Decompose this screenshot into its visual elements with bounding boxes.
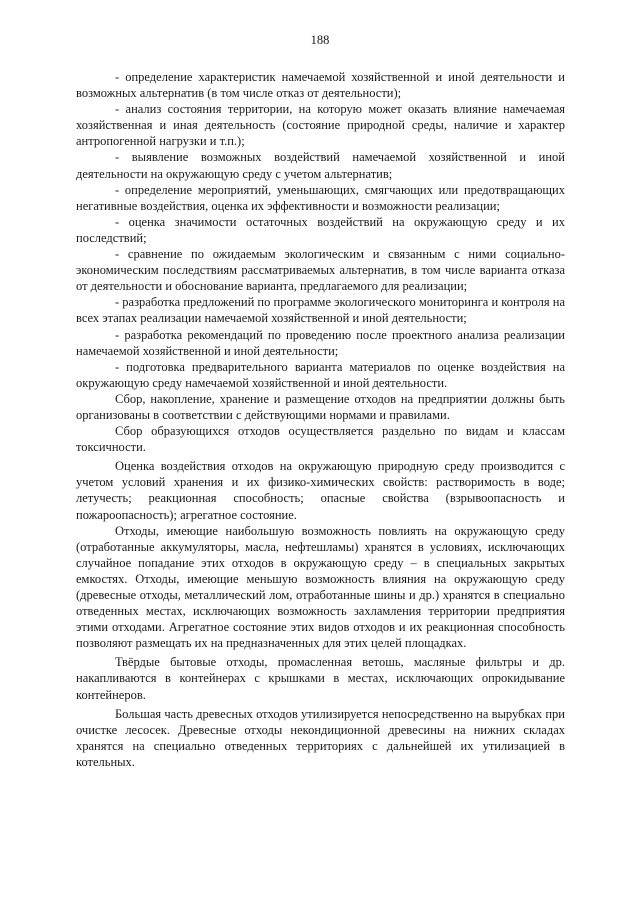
page-number: 188: [310, 33, 330, 47]
paragraph: - сравнение по ожидаемым экологическим и связанным с ними социально-экономическим последствиям рассматриваемых альтернатив, в том числе варианта отказа от деятельности и обоснование варианта, предлагаемого для реализации;: [76, 247, 565, 294]
paragraph: Большая часть древесных отходов утилизируется непосредственно на вырубках при очистке лесосек. Древесные отходы некондиционной древесины на нижних складах хранятся на специально отведенных территориях с дальнейшей их утилизацией в котельных.: [76, 706, 565, 769]
paragraph: - определение мероприятий, уменьшающих, смягчающих или предотвращающих негативные воздействия, оценка их эффективности и возможности реализации;: [76, 182, 565, 213]
paragraph: - оценка значимости остаточных воздействий на окружающую среду и их последствий;: [76, 214, 565, 245]
body-text: [76, 69, 565, 770]
paragraph: - выявление возможных воздействий намечаемой хозяйственной и иной деятельности на окружающую среду с учетом альтернатив;: [76, 150, 565, 181]
paragraph: Оценка воздействия отходов на окружающую природную среду производится с учетом условий хранения и их физико-химических свойств: растворимость в воде; летучесть; реакционная способность; опасные свойства (взрывоопасность и пожароопасность); агрегатное состояние.: [76, 459, 565, 522]
paragraph: Отходы, имеющие наибольшую возможность повлиять на окружающую среду (отработанные аккумуляторы, масла, нефтешламы) хранятся в условиях, исключающих случайное попадание этих отходов в окружающую среду – в специальных закрытых емкостях. Отходы, имеющие меньшую возможность влияния на окружающую среду (древесные отходы, металлический лом, отработанные шины и др.) хранятся в специально отведенных местах, исключающих возможность захламления территории предприятия этими отходами. Агрегатное состояние этих видов отходов и их реакционная способность позволяют размещать их на предназначенных для этих целей площадках.: [76, 523, 565, 651]
paragraph: - анализ состояния территории, на которую может оказать влияние намечаемая хозяйственная и иная деятельность (состояние природной среды, наличие и характер антропогенной нагрузки и т.п.);: [76, 102, 565, 149]
paragraph: - разработка рекомендаций по проведению после проектного анализа реализации намечаемой хозяйственной и иной деятельности;: [76, 327, 565, 358]
paragraph: Твёрдые бытовые отходы, промасленная ветошь, масляные фильтры и др. накапливаются в контейнерах с крышками в местах, исключающих опрокидывание контейнеров.: [76, 655, 565, 702]
paragraph: Сбор образующихся отходов осуществляется раздельно по видам и классам токсичности.: [76, 424, 565, 455]
paragraph: - подготовка предварительного варианта материалов по оценке воздействия на окружающую среду намечаемой хозяйственной и иной деятельности.: [76, 359, 565, 390]
paragraph: - определение характеристик намечаемой хозяйственной и иной деятельности и возможных альтернатив (в том числе отказ от деятельности);: [76, 70, 565, 101]
paragraph: Сбор, накопление, хранение и размещение отходов на предприятии должны быть организованы в соответствии с действующими нормами и правилами.: [76, 391, 565, 422]
paragraph: - разработка предложений по программе экологического мониторинга и контроля на всех этапах реализации намечаемой хозяйственной и иной деятельности;: [76, 295, 565, 326]
